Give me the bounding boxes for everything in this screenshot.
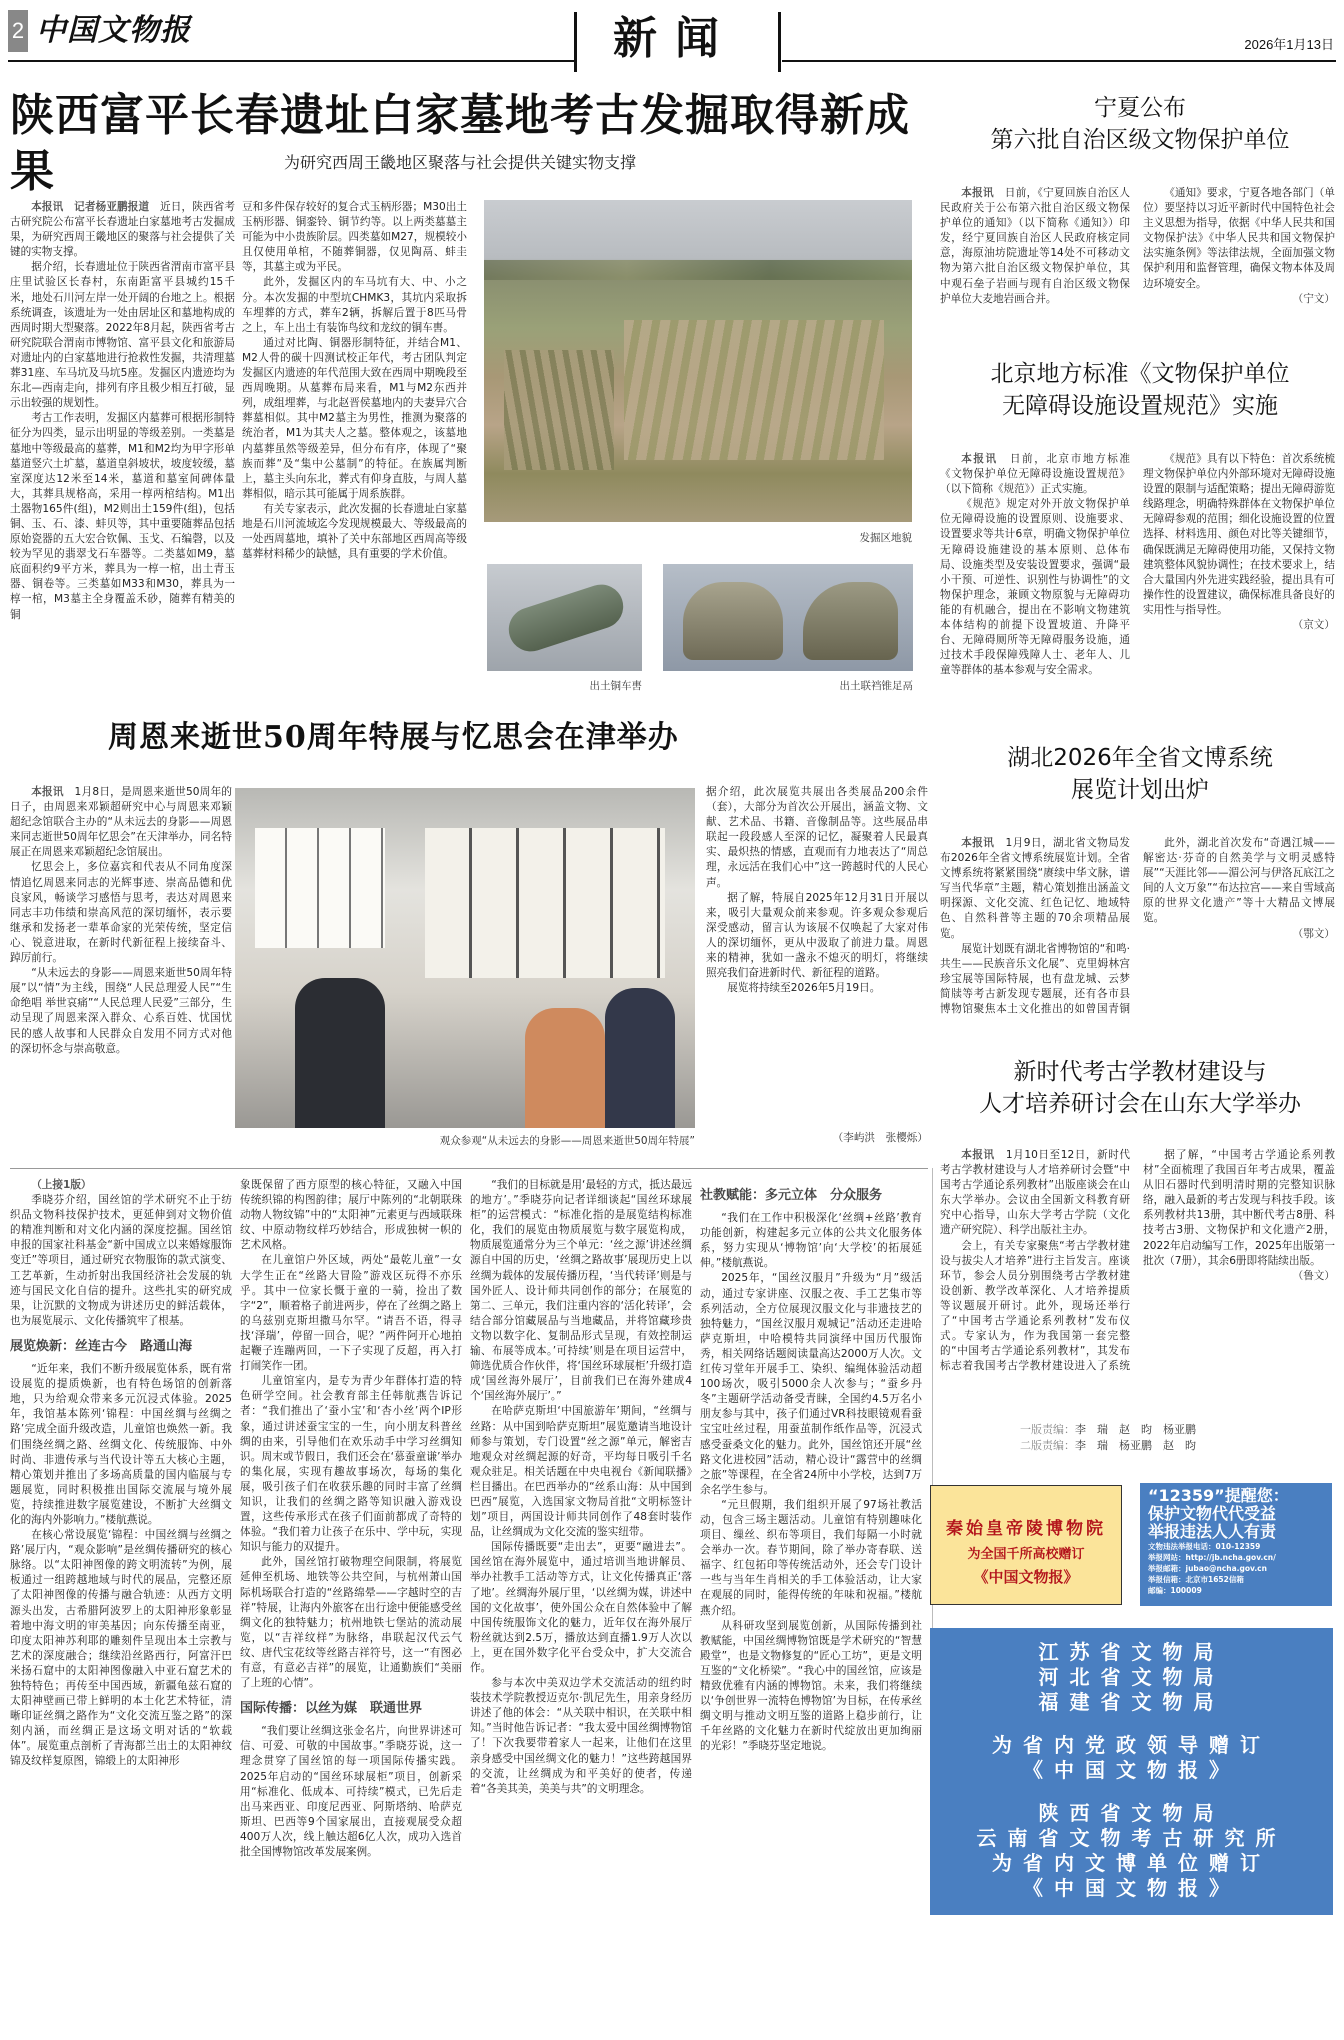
side4-lead: 本报讯 bbox=[961, 1149, 995, 1161]
caption-bronze-axle-cap: 出土铜车軎 bbox=[589, 680, 642, 692]
article3-pb2: 在核心常设展览‘锦程：中国丝绸与丝绸之路’展厅内，“观众影响”是丝绸传播研究的核心脉络。以“太阳神图像的跨文明流转”为例，展板通过一组跨越地域与时代的展品，完整还原了太阳神图像的传播与融合轨迹：从西方文明源头出发，古希腊阿波罗上的太阳神形象彰显着地中海文明的审美基因；向东传播至南亚，印度太阳神苏利耶的雕刻件呈现出本土宗教与艺术的深度融合；继续沿丝路西行，阿富汗巴米扬石窟中的太阳神图像融入中亚石窟艺术的独特特色；再传至中国西域，新疆龟兹石窟的太阳神壁画已带上鲜明的本土化艺术特征，清晰印证丝绸之路作为“文化交流互鉴之路”的深刻内涵，而丝绸正是这场文明对话的“软载体”。展览重点剖析了青海都兰出土的太阳神纹锦及纹样复原图，锦缎上的太阳神形 bbox=[10, 1529, 232, 1768]
ad-bureau-1: 江苏省文物局 bbox=[1038, 1640, 1225, 1664]
article3-col2 bbox=[240, 1178, 462, 2023]
editors-line1-label: 一版责编： bbox=[1020, 1423, 1075, 1436]
article3-pd2: “我们的目标就是用‘最轻的方式，抵达最远的地方’。”季晓芬向记者详细谈起“国丝环球展柜”的运营模式：“标准化指的是展览结构标准化，我们的展览由物质展览与数字展览构成，物质展览通常分为三个单元：‘丝之源’讲述丝绸源自中国的历史，‘丝绸之路故事’展现历史上以丝绸为载体的发展传播历程，‘当代转译’则是与国外匠人、设计师共同创作的部分；在展览的第二、三单元，我们注重内容的‘活化转译’，会结合部分馆藏展品与当地藏品，并将馆藏珍贵文物以数字化、复制品形式呈现，有效控制运输、布展等成本。’可持续’则是在项目运营中，筛选优质合作伙伴，将‘国丝环球展柜’升级打造成‘国丝海外展厅’，目前我们已在海外建成4个‘国丝海外展厅’。” bbox=[470, 1179, 692, 1403]
side1-title-line2: 第六批自治区级文物保护单位 bbox=[990, 127, 1290, 153]
ad-hotline-line1: “12359”提醒您： bbox=[1148, 1486, 1289, 1505]
section-title: 新闻 bbox=[613, 13, 737, 64]
article1-col1 bbox=[10, 200, 235, 690]
article3-pa1: 季晓芬介绍，国丝馆的学术研究不止于纺织品文物科技保护技术，更延伸到对文物价值的精准判断和对文化内涵的深度挖掘。国丝馆申报的国家社科基金“新中国成立以来婚嫁服饰变迁”等项目，通过研究衣物服饰的款式演变、工艺革新，生动折射出我国经济社会发展的轨迹与国民文化自信的提升。这些扎实的研究成果，让沉默的文物成为讲述历史的鲜活载体，也为展览展示、文化传播筑牢了根基。 bbox=[10, 1194, 232, 1327]
ad-museum-line3: 《中国文物报》 bbox=[973, 1568, 1079, 1586]
side2-title-line1: 北京地方标准《文物保护单位 bbox=[990, 361, 1290, 387]
article3-pc4: 此外，国丝馆打破物理空间限制，将展览延伸至机场、地铁等公共空间，与杭州萧山国际机场联合打造的“丝路绵晕——字越时空的吉祥”特展，让海内外旅客在出行途中便能感受丝绸文化的独特魅力；杭州地铁七堡站的流动展览，以“吉祥纹样”为脉络，串联起汉代云气纹、唐代宝花纹等丝路吉祥符号，这一“有图必有意，有意必吉祥”的展览，让通勤族们“美丽了上班的心情”。 bbox=[240, 1556, 462, 1690]
article3-pd1: “我们要让丝绸这张金名片，向世界讲述可信、可爱、可敬的中国故事。”季晓芬说，这一理念贯穿了国丝馆的每一项国际传播实践。2025年启动的“国丝环球展柜”项目，创新采用“标准化、低成本、可持续”模式，已先后走出马来西亚、印度尼西亚、阿斯塔纳、哈萨克斯坦、巴西等9个国家展出，直接观展受众超400万人次，线上触达超6亿人次，成功入选首批全国博物馆改革发展案例。 bbox=[240, 1725, 462, 1859]
article3-pc3: 儿童馆室内，是专为青少年群体打造的特色研学空间。社会教育部主任韩航燕告诉记者：“我们推出了‘蚕小宝’和‘杏小丝’两个IP形象，通过讲述蚕宝宝的一生，向小朋友科普丝绸的由来，引导他们在欢乐动手中学习丝绸知识。周末或节假日，我们还会在‘慕蚕童谦’举办的集化展，实现有趣故事场次，每场的集化展，吸引孩子们在收获乐趣的同时丰富了丝绸知识，让我们的丝绸之路等知识融入游戏设置，这些传承形式在孩子们面前都成了奇特的体验。“我们着力让孩子在乐中、学中玩，实现知识与能力的双提升。 bbox=[240, 1375, 462, 1554]
side2-title-line2: 无障碍设施设置规范》实施 bbox=[1002, 393, 1278, 419]
newspaper-logo: 中国文物报 bbox=[36, 13, 191, 48]
article1-col2 bbox=[242, 200, 467, 690]
side4-p3: 据了解，“中国考古学通论系列教材”全面梳理了我国百年考古成果，覆盖从旧石器时代到明清时期的完整知识脉络，融入最新的考古发现与科技手段。该系列教材共13册，其中断代考古8册、科技考古3册、文物保护和文化遗产2册，2022年启动编写工作，2025年出版第一批次（7册），其余6册即将陆续出版。 bbox=[1143, 1149, 1335, 1267]
caption-pottery-li: 出土联裆锥足鬲 bbox=[839, 680, 913, 692]
photo-exhibition-visitors bbox=[235, 788, 695, 1128]
side3-title bbox=[940, 742, 1340, 806]
ad-museum-gift bbox=[930, 1485, 1122, 1605]
side4-p1: 1月10日至12日，新时代考古学教材建设与人才培养研讨会暨“中国考古学通论系列教材”出版座谈会在山东大学举办。会议由全国新文科教育研究中心指导，山东大学考古学院（文化遗产研究院）、科学出版社主办。 bbox=[940, 1149, 1130, 1237]
ad-hotline-line2: 保护文物代代受益 bbox=[1148, 1504, 1277, 1523]
side3-p2: 展览计划既有湖北省博物馆的“和鸣·共生——民族音乐文化展”、克里姆林宫珍宝展等国际特展，也有盘龙城、云梦简牍等考古新发现专题展，还有各市县博物馆聚焦本土文化推出的如曾国青铜 bbox=[940, 942, 1130, 1016]
side1-col1 bbox=[940, 186, 1130, 326]
article1-subtitle: 为研究西周王畿地区聚落与社会提供关键实物支撑 bbox=[283, 153, 636, 172]
side1-p2: 《通知》要求，宁夏各地各部门（单位）要坚持以习近平新时代中国特色社会主义思想为指导，依据《中华人民共和国文物保护法》《中华人民共和国文物保护法实施条例》等法律法规，全面加强文物保护利用和监督管理，确保文物本体及周边环境安全。 bbox=[1143, 187, 1335, 290]
header-divider-right bbox=[778, 12, 781, 72]
article3-col4 bbox=[700, 1178, 922, 1868]
article2-p1: 1月8日，是周恩来逝世50周年的日子，由周恩来邓颖超研究中心与周恩来邓颖超纪念馆联合主办的“从未远去的身影——周恩来同志逝世50周年忆思会”在天津举办，同名特展正在周恩来邓颖超纪念馆展出。 bbox=[10, 786, 232, 859]
editors-line1 bbox=[1020, 1422, 1280, 1438]
article2-bottom-rule bbox=[10, 1168, 928, 1169]
article1-p1: 近日，陕西省考古研究院公布富平长春遗址白家墓地考古发掘成果，为研究西周王畿地区的聚落与社会提供了关键的实物支撑。 bbox=[10, 201, 235, 259]
article3-subhead3: 社教赋能：多元立体 分众服务 bbox=[700, 1188, 883, 1203]
side3-title-line1: 湖北2026年全省文博系统 bbox=[1007, 745, 1273, 771]
article2-col1 bbox=[10, 785, 232, 1135]
article1-lead: 本报讯 记者杨亚鹏报道 bbox=[31, 201, 150, 213]
side1-col2 bbox=[1143, 186, 1335, 326]
ad-bureau-paper1: 《中国文物报》 bbox=[1023, 1758, 1240, 1782]
article3-pd4: 国际传播既要“走出去”，更要“融进去”。国丝馆在海外展览中，通过培训当地讲解员、举办社教手工活动等方式，让文化传播真正‘落了地’。丝绸海外展厅里，‘以丝绸为媒，讲述中国的文化故事’，使外国公众在自然体验中了解中国传统服饰文化的魅力，近年仅在海外展厅粉丝就达到2.5万，播放达到直播1.9万人次以上，更在国外数字化平台受众中，扩大交流合作。 bbox=[470, 1541, 692, 1674]
side2-lead: 本报讯 bbox=[961, 453, 998, 465]
side2-col2 bbox=[1143, 452, 1335, 707]
ad-bureau-action2: 为省内文博单位赠订 bbox=[992, 1851, 1271, 1875]
article1-title: 陕西富平长春遗址白家墓地考古发掘取得新成果 bbox=[10, 90, 910, 197]
side1-lead: 本报讯 bbox=[961, 187, 994, 199]
editors-line2 bbox=[1020, 1438, 1280, 1454]
ad-bureau-3: 福建省文物局 bbox=[1038, 1690, 1225, 1714]
article3-subhead2: 国际传播：以丝为媒 联通世界 bbox=[240, 1701, 423, 1717]
side1-title bbox=[940, 92, 1340, 156]
ad-bureau-5: 云南省文物考古研究所 bbox=[976, 1826, 1287, 1850]
article3-pe2: 2025年，“国丝汉服月”升级为“月”级活动，通过专家讲座、汉服之夜、手工艺集市等系列活动，全方位展现汉服文化与非遗技艺的独特魅力，“国丝汉服月观城记”活动还走进哈萨克斯坦，中哈模特共同演绎中国历代服饰秀，相关网络话题阅读量高达2000万人次。文红传习堂年开展手工、染织、编绳体验活动超100场次，吸引5000余人次参与；“蚕乡丹冬”主题研学活动备受青睐，全国约4.5万名小朋友参与其中，孩子们通过VR科技眼镜观看蚕宝宝吐丝过程，用蚕茧制作纸作品等，沉浸式感受蚕桑文化的魅力。此外，国丝馆还开展“丝路文化进校园”活动，精心设计“露营中的丝绸之旅”等课程，在全省24所中小学校，达到7万余名学生参与。 bbox=[700, 1272, 922, 1496]
ad-hotline-postcode: 邮编：100009 bbox=[1148, 1586, 1202, 1595]
caption-exhibition-visitors: 观众参观“从未远去的身影——周恩来逝世50周年特展” bbox=[439, 1135, 695, 1147]
photo-pottery-li bbox=[663, 564, 913, 671]
article2-p3: “从未远去的身影——周恩来逝世50周年特展”以“情”为主线，围绕“人民总理爱人民”“生命绝唱 举世哀痛”“人民总理人民爱”三部分，生动呈现了周恩来深入群众、心系百姓、忧国忧民的感人故事和人民群众自发用不同方式对他的深切怀念与崇高敬意。 bbox=[10, 967, 232, 1055]
side3-col1 bbox=[940, 836, 1130, 1016]
issue-date: 2026年1月13日 bbox=[1244, 37, 1334, 52]
editors-line2-names: 李 瑞 杨亚鹏 赵 昀 bbox=[1075, 1439, 1196, 1452]
article1-p3: 考古工作表明，发掘区内墓葬可根据形制特征分为四类，显示出明显的等级差别。一类墓是墓地中等级最高的墓葬，M1和M2均为甲字形单墓道竖穴土圹墓，墓道皇斜坡状，坡度较缓，墓室深度达12米至14米，墓道和墓室间碑体量大，其葬具规格高，采用一椁两棺结构。M1出土器物165件(组)，M2则出土159件(组)，包括铜、玉、石、漆、蚌贝等，其中重要随葬品包括原始瓷器的五大宏合钦佩、玉戈、石编磬，以及较为罕见的翡翠戈石车器等。二类墓如M9，墓底面积约9平方米，葬具为一椁一棺，出土青玉器、铜卷等。三类墓如M33和M30，葬具为一椁一棺，M3墓主全身覆盖禾砂，随葬有精美的铜 bbox=[10, 412, 235, 621]
article2-credit: （李屿洪 张樱烁） bbox=[832, 1132, 928, 1144]
article2-title: 周恩来逝世50周年特展与忆思会在津举办 bbox=[108, 720, 679, 755]
side4-col1 bbox=[940, 1148, 1130, 1373]
article3-pe4: 从科研攻坚到展览创新，从国际传播到社教赋能，中国丝绸博物馆既是学术研究的“智慧殿堂”，也是文物修复的“匠心工坊”，更是文明互鉴的“文化桥梁”。“我心中的国丝馆，应该是精致优雅有内涵的博物馆。未来，我们将继续以‘争创世界一流特色博物馆’为目标，在传承丝绸文明与推动文明互鉴的道路上稳步前行，让千年丝路的文化魅力在新时代绽放出更加绚丽的光彩！”季晓芬坚定地说。 bbox=[700, 1619, 922, 1753]
ad-museum-line1: 秦始皇帝陵博物院 bbox=[946, 1519, 1106, 1539]
article3-pc1: 象既保留了西方原型的核心特征，又融入中国传统织锦的构图韵律；展厅中陈列的“北朝联珠动物人物纹锦”中的“太阳神”元素更与西域联珠纹、中原动物纹样巧妙结合，形成独树一帜的艺术风格。 bbox=[240, 1179, 462, 1252]
article3-col3 bbox=[470, 1178, 692, 2023]
header-rule-right bbox=[782, 60, 1336, 62]
side3-lead: 本报讯 bbox=[961, 837, 995, 849]
article2-p4: 据介绍，此次展览共展出各类展品200余件（套），大部分为首次公开展出，涵盖文物、文献、艺术品、书籍、音像制品等。这些展品串联起一段段感人至深的记忆，凝聚着人民最真实、最炽热的情感，直观而有力地表达了“周总理，永远活在我们心中”这一跨越时代的人民心声。 bbox=[706, 786, 928, 889]
ad-report-hotline bbox=[1140, 1483, 1332, 1606]
side2-p1: 日前，北京市地方标准《文物保护单位无障碍设施设置规范》（以下简称《规范》）正式实施。 bbox=[940, 453, 1130, 496]
ad-hotline-mailbox: 举报信箱：北京市1652信箱 bbox=[1148, 1575, 1244, 1584]
article2-col2 bbox=[706, 785, 928, 1125]
editors-line1-names: 李 瑞 赵 昀 杨亚鹏 bbox=[1075, 1423, 1196, 1436]
article3-pd5: 参与本次中美双边学术交流活动的纽约时装技术学院教授迈克尔·凯尼先生，用亲身经历讲述了他的体会：“从关联中相识，在关联中相知。”当时他告诉记者：“我太爱中国丝绸博物馆了！下次我要带着家人一起来，让他们在这里亲身感受中国丝绸文化的魅力！”这些跨越国界的交流，让丝绸成为和平美好的使者，传递着“各美其美，美美与共”的文明理念。 bbox=[470, 1677, 692, 1795]
article2-p5: 据了解，特展自2025年12月31日开展以来，吸引大量观众前来参观。许多观众参观后深受感动，留言认为该展不仅唤起了大家对伟人的深切缅怀，更从中汲取了前进力量。周恩来的精神，犹如一盏永不熄灭的明灯，将继续照亮我们奋进新时代、新征程的道路。 bbox=[706, 891, 928, 980]
side3-title-line2: 展览计划出炉 bbox=[1071, 777, 1209, 803]
side4-col2 bbox=[1143, 1148, 1335, 1373]
ad-museum-line2: 为全国千所高校赠订 bbox=[967, 1547, 1085, 1562]
side3-credit: （鄂文） bbox=[1292, 927, 1335, 940]
ad-hotline-phone: 文物违法举报电话：010-12359 bbox=[1148, 1542, 1261, 1551]
side1-p1: 日前，《宁夏回族自治区人民政府关于公布第六批自治区级文物保护单位的通知》（以下简称《通知》）印发，经宁夏回族自治区人民政府核定同意，海原油坊院遗址等14处不可移动文物为第六批自治区级文物保护单位，其中观石垒子岩画与现有自治区级文物保护单位大麦地岩画合并。 bbox=[940, 187, 1130, 305]
side2-col1 bbox=[940, 452, 1130, 707]
ad-bureau-4: 陕西省文物局 bbox=[1038, 1801, 1225, 1825]
article2-p6: 展览将持续至2026年5月19日。 bbox=[727, 982, 881, 995]
ad-bureaus-gift bbox=[930, 1628, 1333, 1915]
side1-credit: （宁文） bbox=[1292, 292, 1335, 305]
ad-bureau-2: 河北省文物局 bbox=[1038, 1665, 1225, 1689]
side2-title bbox=[940, 358, 1340, 422]
side4-title-line2: 人才培养研讨会在山东大学举办 bbox=[979, 1091, 1301, 1117]
side4-title-line1: 新时代考古学教材建设与 bbox=[1013, 1059, 1267, 1085]
side2-p2: 《规范》规定对外开放文物保护单位无障碍设施的设置原则、设施要求、设置要求等共计6章，明确文物保护单位无障碍设施建设的基本原则、总体布局、设施类型及安装设置要求，强调“最小干预、可逆性、识别性与协调性”的文物保护理念，兼顾文物原貌与无障碍功能的有机融合，提出在不影响文物建筑本体结构的前提下设置坡道、升降平台、无障碍厕所等无障碍服务设施，通过技术手段保障残障人士、老年人、儿童等群体的基本参观与安全需求。 bbox=[940, 498, 1130, 677]
article2-p2: 忆思会上，多位嘉宾和代表从不同角度深情追忆周恩来同志的光辉事迹、崇高品德和优良家风，畅谈学习感悟与思考，表达对周恩来同志丰功伟绩和崇高风范的深切缅怀，表示要继承和发扬老一辈革命家的光荣传统，坚定信心、锐意进取，在新时代新征程上接续奋斗、踔厉前行。 bbox=[10, 861, 232, 965]
photo-excavation-landscape bbox=[484, 200, 912, 522]
ad-bureau-action1: 为省内党政领导赠订 bbox=[992, 1733, 1271, 1757]
side3-col2 bbox=[1143, 836, 1335, 1016]
article1-p2: 据介绍，长春遗址位于陕西省渭南市富平县庄里试验区长春村，东南距富平县城约15千米，地处石川河左岸一处开阔的台地之上。根据系统调查，该遗址为一处由居址区和墓地构成的西周时期大型聚落。2022年8月起，陕西省考古研究院联合渭南市博物馆、富平县文化和旅游局对遗址内的白家墓地进行抢救性发掘，共清理墓葬31座、车马坑及马坑5座。发掘区内遗迹均为东北—西南走向，排列有序且极少相互打破，显示出较强的规划性。 bbox=[10, 261, 235, 410]
ad-bureau-paper2: 《中国文物报》 bbox=[1023, 1876, 1240, 1900]
article3-pd3: 在哈萨克斯坦‘中国旅游年’期间，“丝绸与丝路：从中国到哈萨克斯坦”展览邀请当地设计师参与策划，专门设置“丝之源”单元，解密吉地观众对丝绸起源的好奇，平均每日吸引千名观众驻足。相关话题在中央电视台《新闻联播》栏目播出。在巴西举办的“丝系山海：从中国到巴西”展览，入选国家文物局首批“文明标签计划”项目，两国设计师共同创作了48套时装作品，让丝绸成为文化交流的鉴实纽带。 bbox=[470, 1405, 692, 1539]
side4-p2: 会上，有关专家聚焦“考古学教材建设与拔尖人才培养”进行主旨发言。座谈环节，参会人员分别围绕考古学教材建设创新、教学改革深化、人才培养提质等议题展开研讨。此外，现场还举行了“中国考古学通论系列教材”发布仪式。专家认为，作为我国第一套完整的“中国考古学通论系列教材”，其发布标志着我国考古学教材建设进入了系统 bbox=[940, 1239, 1130, 1373]
article3-continued: （上接1版） bbox=[31, 1179, 92, 1191]
page-number-badge: 2 bbox=[8, 10, 28, 52]
ad-hotline-email[interactable]: 举报邮箱：jubao@ncha.gov.cn bbox=[1148, 1564, 1267, 1573]
side2-credit: （京文） bbox=[1292, 619, 1335, 632]
header-divider-left bbox=[574, 12, 577, 72]
side3-p3: 此外，湖北首次发布“奇遇江城——解密达·芬奇的自然美学与文明灵感特展”“天涯比邻——湄公河与伊洛瓦底江之间的人文万象”“布达拉宫——来自雪域高原的世界文化遗产”等十大精品文博展览。 bbox=[1143, 837, 1335, 925]
editors-line2-label: 二版责编： bbox=[1020, 1439, 1075, 1452]
article2-lead: 本报讯 bbox=[31, 786, 64, 798]
article3-col1 bbox=[10, 1178, 232, 2023]
article3-pb1: “近年来，我们不断升级展览体系，既有常设展览的提质焕新，也有特色场馆的创新落地，只为给观众带来多元沉浸式体验。2025年，我馆基本陈列‘锦程：中国丝绸与丝绸之路’完成全面升级改造，儿童馆也焕然一新。我们围绕丝绸之路、丝绸文化、传统服饰、中外时尚、非遗传承与当代设计等五大核心主题，精心策划并推出了多场高质量的国内临展与专题展览，同时积极推出国际交流展与境外展览，持续推进数字展览建设，不断扩大丝绸文化的海内外影响力。”楼航燕说。 bbox=[10, 1363, 232, 1526]
article3-pe1: “我们在工作中积极深化‘丝绸+丝路’教育功能创新，构建起多元立体的公共文化服务体系，努力实现从‘博物馆’向‘大学校’的拓展延伸。”楼航燕说。 bbox=[700, 1212, 922, 1270]
photo-bronze-axle-cap bbox=[487, 564, 642, 671]
article3-subhead1: 展览焕新：丝连古今 路通山海 bbox=[10, 1338, 193, 1354]
article1-p7: 有关专家表示，此次发掘的长春遗址白家墓地是石川河流域迄今发现规模最大、等级最高的一处西周墓地，填补了关中东部地区西周高等级墓葬材料稀少的缺憾，具有重要的学术价值。 bbox=[242, 502, 467, 561]
side4-credit: （鲁文） bbox=[1292, 1269, 1335, 1282]
caption-excavation-landscape: 发掘区地貌 bbox=[859, 532, 912, 544]
article3-pc2: 在儿童馆户外区域，两处“最乾儿童”一女大学生正在“丝路大冒险”游戏区玩得不亦乐乎。其中一位家长慨于童的一骑，捡出了数字“2”，顺着格子前进两步，停在了丝绸之路上的乌兹别克斯坦撒马尔罕。“请吾不语，得寻找‘泽瑞’，停留一回合，呢？”两件阿开心地拍起鞭子连蹦两回，一下子实现了反超，再入打打闹笑作一团。 bbox=[240, 1254, 462, 1373]
ad-hotline-website[interactable]: 举报网站：http://jb.ncha.gov.cn/ bbox=[1148, 1553, 1276, 1562]
article1-p4: 豆和多件保存较好的复合式玉柄形器；M30出土玉柄形器、铜銮铃、铜节约等。以上两类墓墓主可能为中小贵族阶层。四类墓如M27，规模较小且仅使用单棺，不随葬铜器，仅见陶鬲、蚌圭等，其墓主或为平民。 bbox=[242, 201, 467, 274]
ad-hotline-line3: 举报违法人人有责 bbox=[1148, 1522, 1277, 1541]
side1-title-line1: 宁夏公布 bbox=[1094, 95, 1186, 121]
side3-p1: 1月9日，湖北省文物局发布2026年全省文博系统展览计划。全省文博系统将紧紧围绕“赓续中华文脉，谱写当代华章”主题，精心策划推出涵盖文明探源、文化交流、红色记忆、地域特色、自然科普等主题的70余项精品展览。 bbox=[940, 837, 1130, 940]
editors-block bbox=[1020, 1422, 1280, 1454]
article3-pe3: “元旦假期，我们组织开展了97场社教活动，包含三场主题活动。儿童馆有特别趣味化项目、缫丝、织布等项目，我们每隔一小时就会举办一次。春节期间，除了举办寄春联、送福字、红包拓印等传统活动外，还会专门设计一些与当年生肖相关的手工体验活动，让大家在观展的同时，能得传统的年味和祝福。”楼航燕介绍。 bbox=[700, 1498, 922, 1617]
article1-p5: 此外，发掘区内的车马坑有大、中、小之分。本次发掘的中型坑CHMK3，其坑内采取拆车埋葬的方式，葬车2辆，拆解后置于8匹马骨之上，车上出土有装饰鸟纹和龙纹的铜车軎。 bbox=[242, 276, 467, 334]
side4-title bbox=[940, 1056, 1340, 1120]
side2-p3: 《规范》具有以下特色：首次系统梳理文物保护单位内外部环境对无障碍设施设置的限制与适配策略；提出无障碍游览线路理念，明确特殊群体在文物保护单位无障碍参观的范围；细化设施设置的位置选择、材料选用、颜色对比等关键细节，确保既满足无障碍使用功能，又保持文物建筑整体风貌协调性；在技术要求上，结合大量国内外先进实践经验，提出具有可操作性的设置建议，确保标准具备良好的实用性与指导性。 bbox=[1143, 453, 1335, 616]
article1-p6: 通过对比陶、铜器形制特征，并结合M1、M2人骨的碳十四测试校正年代，考古团队判定发掘区内遗迹的年代范围大致在西周中期晚段至西周晚期。从墓葬布局来看，M1与M2东西并列，成组埋葬，与北赵晋侯墓地内的夫妻异穴合葬墓相似。其中M2墓主为男性，推测为聚落的统治者，M1为其夫人之墓。整体观之，该墓地内墓葬虽然等级差异，但分布有序，体现了“聚族而葬”及“集中公墓制”的特征。在族属判断上，墓主头向东北，葬式有仰身直肢，与周人墓葬相似，暗示其可能属于周系族群。 bbox=[242, 336, 467, 500]
header-rule-left bbox=[8, 60, 576, 62]
